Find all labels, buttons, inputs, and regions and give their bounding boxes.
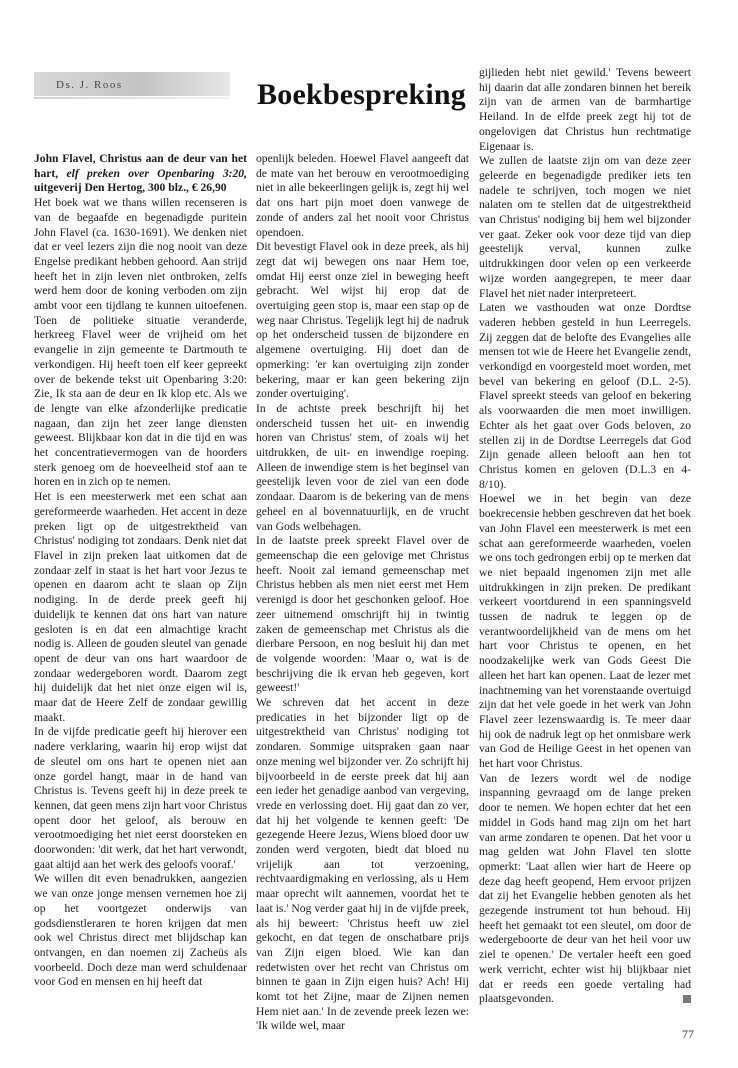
paragraph: Laten we vasthouden wat onze Dordtse vaderen hebben gesteld in hun Leerregels. Zij zeggen dat de belofte des Evangelies alle mensen tot wie de Heere het Evangelie zendt, verkondigd en voorgesteld moet worden, met bevel van bekering en geloof (D.L. 2-5). Flavel spreekt steeds van geloof en bekering als voorwaarden die men moet inwilligen. Echter als het gaat over Gods beloven, zo stellen zij in de Dordtse Leerregels dat God Zijn genade alleen belooft aan hen tot Christus komen en geloven (D.L.3 en 4-8/10).	[479, 301, 691, 491]
paragraph: Dit bevestigt Flavel ook in deze preek, als hij zegt dat wij bewegen ons naar Hem toe, omdat Hij eerst onze ziel in beweging heeft gebracht. Wel wijst hij erop dat de overtuiging geen stop is, maar een stap op de weg naar Christus. Tegelijk legt hij de nadruk op het onderscheid tussen de bijzondere en algemene overtuiging. Hij doet dan de opmerking: 'er kan overtuiging zijn zonder bekering, maar er kan geen bekering zijn zonder overtuiging'.	[256, 240, 469, 401]
end-mark-icon	[683, 995, 691, 1003]
paragraph: Hoewel we in het begin van deze boekrecensie hebben geschreven dat het boek van John Flavel een meesterwerk is met een schat aan gereformeerde waarheden, voelen we ons toch gedrongen erbij op te merken dat we niet bepaald ingenomen zijn met alle uitdrukkingen in zijn preken. De predikant verkeert voortdurend in een spanningsveld tussen de nadruk te leggen op de verantwoordelijkheid van de mens om het hart voor Christus te openen, en het noodzakelijke werk van Gods Geest Die alleen het hart kan openen. Laat de lezer met inachtneming van het vorenstaande overtuigd zijn dat het vele goede in het werk van John Flavel zeer lezenswaardig is. Te meer daar hij ook de nadruk legt op het onmisbare werk van God de Heilige Geest in het openen van het hart voor Christus.	[479, 492, 691, 771]
author-name: Ds. J. Roos	[56, 79, 123, 91]
paragraph: In de achtste preek beschrijft hij het onderscheid tussen het uit- en inwendig horen van Christus' stem, of zoals wij het uitdrukken, de uit- en inwendige roeping. Alleen de inwendige stem is het beginsel van geestelijk leven voor de ziel van een dode zondaar. Daarom is de bekering van de mens geheel en al bovennatuurlijk, en de vrucht van Gods welbehagen.	[256, 401, 469, 533]
book-author-title: John Flavel, Christus aan de deur van het hart,	[34, 152, 247, 180]
paragraph-text: Van de lezers wordt wel de nodige inspanning gevraagd om de lange preken door te nemen. We hopen echter dat het een middel in Gods hand mag zijn om het hart van arme zondaren te openen. Dat het voor u mag gelden wat John Flavel ten slotte opmerkt: 'Laat allen wier hart de Heere op deze dag heeft geopend, Hem ervoor prijzen dat zij het Evangelie hebben genoten als het gezegende instrument tot hun behoud. Hij heeft het gemaakt tot een sleutel, om door de wedergeboorte de deur van het heil voor uw ziel te openen.' De vertaler heeft een goed werk verricht, echter wist hij blijkbaar niet dat er reeds een goede vertaling had plaatsgevonden.	[479, 771, 691, 1006]
paragraph: gijlieden hebt niet gewild.' Tevens beweert hij daarin dat alle zondaren binnen het bereik zijn van de armen van de barmhartige Heiland. In de elfde preek zegt hij tot de ongelovigen dat Christus hun rechtmatige Eigenaar is.	[479, 66, 691, 153]
book-info	[34, 152, 247, 196]
paragraph: We willen dit even benadrukken, aangezien we van onze jonge mensen vernemen hoe zij op het voortgezet onderwijs van godsdienstleraren te horen krijgen dat men ook wel Christus direct met blijdschap kan ontvangen, en dan noemen zij Zacheüs als voorbeeld. Doch deze man werd schuldenaar voor God en mensen en hij heeft dat	[34, 872, 247, 989]
paragraph: openlijk beleden. Hoewel Flavel aangeeft dat de mate van het berouw en verootmoediging niet in alle bekeerlingen gelijk is, zegt hij wel dat ons hart pijn moet doen vanwege de zonde of anders zal het nooit voor Christus opendoen.	[256, 152, 469, 239]
page-number: 77	[682, 1027, 694, 1041]
column-2	[256, 152, 469, 1034]
paragraph: We schreven dat het accent in deze predicaties in het bijzonder ligt op de uitgestrektheid van Christus' nodiging tot zondaren. Sommige uitspraken gaan naar onze mening wel bijzonder ver. Zo schrijft hij bijvoorbeeld in de eerste preek dat hij aan een ieder het genadige aanbod van vergeving, vrede en verlossing doet. Hij gaat dan zo ver, dat hij het volgende te kennen geeft: 'De gezegende Heere Jezus, Wiens bloed door uw zonden werd vergoten, biedt dat bloed nu vrijelijk aan tot verzoening, rechtvaardigmaking en verlossing, als u Hem maar oprecht wilt aannemen, voordat het te laat is.' Nog verder gaat hij in de vijfde preek, als hij beweert: 'Christus heeft uw ziel gekocht, en dat tegen de onschatbare prijs van Zijn eigen bloed. Wie kan dan redetwisten over het recht van Christus om binnen te gaan in Zijn eigen huis? Ach! Hij komt tot het Zijne, maar de Zijnen nemen Hem niet aan.' In de zevende preek lezen we: 'Ik wilde wel, maar	[256, 696, 469, 1033]
paragraph: In de laatste preek spreekt Flavel over de gemeenschap die een gelovige met Christus heeft. Nooit zal iemand gemeenschap met Christus hebben als men niet eerst met Hem verenigd is door het geschonken geloof. Hoe zeer uitnemend omschrijft hij in twintig zaken de gemeenschap met Christus als die dierbare Persoon, en nog besluit hij dan met de volgende woorden: 'Maar o, wat is de beschrijving die ik ervan heb gegeven, kort geweest!'	[256, 534, 469, 695]
book-publisher: uitgeverij Den Hertog, 300 blz., € 26,90	[34, 181, 227, 195]
page-title: Boekbespreking	[257, 78, 466, 111]
paragraph: In de vijfde predicatie geeft hij hierover een nadere verklaring, waarin hij erop wijst dat de sleutel om ons hart te openen niet aan onze gordel hangt, maar in de hand van Christus is. Tevens geeft hij in deze preek te kennen, dat geen mens zijn hart voor Christus opent door het geloof, als berouw en verootmoediging het niet eerst doorsteken en doorwonden: 'dit werk, dat het hart verwondt, gaat altijd aan het werk des geloofs vooraf.'	[34, 725, 247, 871]
final-paragraph	[479, 772, 691, 1007]
paragraph: We zullen de laatste zijn om van deze zeer geleerde en begenadigde prediker iets ten nadele te schrijven, toch mogen we niet nalaten om te stellen dat de uitgestrektheid van Christus' nodiging bij hem wel bijzonder ver gaat. Zeker ook voor deze tijd van diep geestelijk verval, kunnen zulke uitdrukkingen door velen op een verkeerde wijze worden aangegrepen, te meer daar Flavel het niet nader interpreteert.	[479, 154, 691, 300]
column-1	[34, 152, 247, 990]
paragraph: Het is een meesterwerk met een schat aan gereformeerde waarheden. Het accent in deze preken ligt op de uitgestrektheid van Christus' nodiging tot zondaars. Denk niet dat Flavel in zijn preken laat uitkomen dat de zondaar zelf in staat is het hart voor Jezus te openen en daarom acht te slaan op Zijn nodiging. In de derde preek geeft hij duidelijk te kennen dat ons hart van nature gesloten is en dat een almachtige kracht nodig is. Alleen de gouden sleutel van genade opent de deur van ons hart waardoor de zondaar wedergeboren wordt. Daarom zegt hij duidelijk dat het niet onze eigen wil is, maar dat de Heere Zelf de zondaar gewillig maakt.	[34, 490, 247, 724]
book-subtitle: elf preken over Openbaring 3:20,	[66, 166, 247, 180]
column-3	[479, 66, 691, 1007]
paragraph: Het boek wat we thans willen recenseren is van de begaafde en begenadigde puritein John Flavel (ca. 1630-1691). We denken niet dat er veel lezers zijn die nog nooit van deze Engelse predikant hebben gehoord. Aan strijd heeft het in zijn leven niet ontbroken, zelfs werd hem door de koning verboden om zijn ambt voor een tijdlang te kunnen uitoefenen. Toen de politieke situatie veranderde, herkreeg Flavel weer de vrijheid om het evangelie in zijn gemeente te Dartmouth te verkondigen. Hij heeft toen elf keer gepreekt over de bekende tekst uit Openbaring 3:20: Zie, Ik sta aan de deur en Ik klop etc. Als we de lengte van elke afzonderlijke predicatie nagaan, dan zijn het zeer lange diensten geweest. Blijkbaar kon dat in die tijd en was het concentratievermogen van de hoorders sterk genoeg om de hoeveelheid stof aan te horen en in zich op te nemen.	[34, 196, 247, 489]
